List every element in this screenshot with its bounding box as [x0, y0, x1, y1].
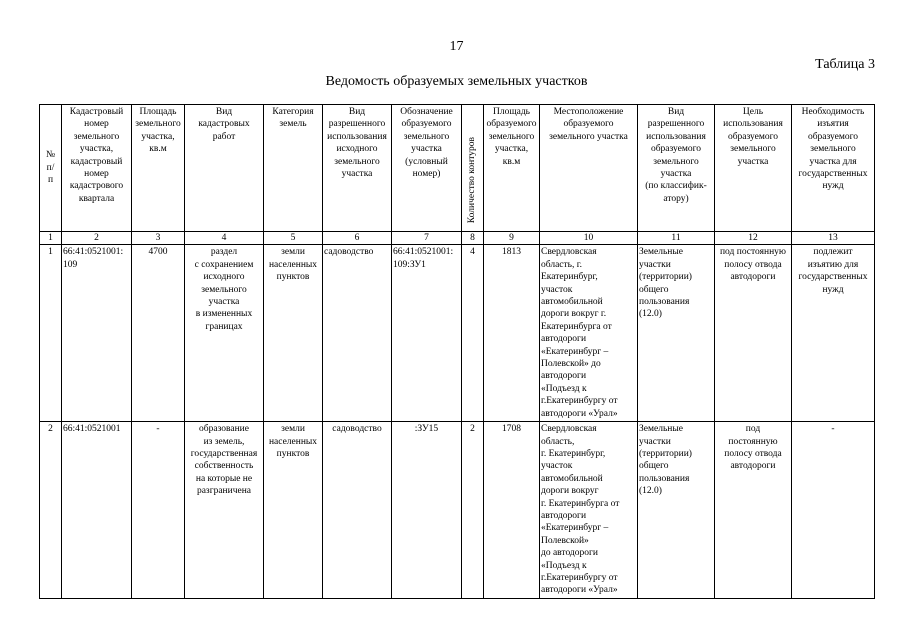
cell-location: Свердловская область, г. Екатеринбург, участок автомобильной дороги вокруг г. Екатеринбурга от автодороги «Екатеринбург – Полевской» до автодороги «Подъезд к г.Екатеринбургу от автодороги «Урал» — [540, 422, 638, 599]
cell-contour-count: 2 — [462, 422, 484, 599]
cell-new-plot-area: 1813 — [484, 245, 540, 422]
header-cell-number: № п/ п — [40, 105, 62, 232]
column-number-row — [40, 232, 875, 245]
header-cell-cadastral-number: Кадастровый номер земельного участка, кадастровый номер кадастрового квартала — [62, 105, 132, 232]
column-number: 1 — [40, 232, 62, 245]
cell-cadastral-number: 66:41:0521001 — [62, 422, 132, 599]
cell-usage-purpose: под постоянную полосу отвода автодороги — [715, 245, 792, 422]
header-cell-usage-purpose: Цель использования образуемого земельного участка — [715, 105, 792, 232]
column-number: 10 — [540, 232, 638, 245]
header-cell-land-category: Категория земель — [264, 105, 323, 232]
cell-designation: :ЗУ15 — [392, 422, 462, 599]
cell-work-type: образование из земель, государственная собственность на которые не разграничена — [185, 422, 264, 599]
cell-new-plot-area: 1708 — [484, 422, 540, 599]
column-number: 11 — [638, 232, 715, 245]
cell-land-category: земли населенных пунктов — [264, 245, 323, 422]
land-plots-table — [39, 104, 875, 599]
column-number: 7 — [392, 232, 462, 245]
column-number: 8 — [462, 232, 484, 245]
document-title: Ведомость образуемых земельных участков — [325, 74, 588, 89]
header-contour-count-label: Количество контуров — [467, 137, 478, 224]
cell-plot-area: 4700 — [132, 245, 185, 422]
column-number: 13 — [792, 232, 875, 245]
cell-cadastral-number: 66:41:0521001: 109 — [62, 245, 132, 422]
cell-work-type: раздел с сохранением исходного земельного участка в измененных границах — [185, 245, 264, 422]
column-number: 4 — [185, 232, 264, 245]
column-number: 3 — [132, 232, 185, 245]
cell-designation: 66:41:0521001: 109:ЗУ1 — [392, 245, 462, 422]
cell-new-permitted-use: Земельные участки (территории) общего пользования (12.0) — [638, 245, 715, 422]
cell-number: 1 — [40, 245, 62, 422]
header-cell-source-permitted-use: Вид разрешенного использования исходного земельного участка — [323, 105, 392, 232]
table-row — [40, 245, 875, 422]
header-cell-location: Местоположение образуемого земельного участка — [540, 105, 638, 232]
table-caption: Таблица 3 — [815, 57, 875, 72]
header-cell-plot-area: Площадь земельного участка, кв.м — [132, 105, 185, 232]
column-number: 9 — [484, 232, 540, 245]
header-row — [40, 105, 875, 232]
column-number: 2 — [62, 232, 132, 245]
column-number: 6 — [323, 232, 392, 245]
cell-usage-purpose: под постоянную полосу отвода автодороги — [715, 422, 792, 599]
column-number: 5 — [264, 232, 323, 245]
header-cell-designation: Обозначение образуемого земельного участка (условный номер) — [392, 105, 462, 232]
cell-contour-count: 4 — [462, 245, 484, 422]
header-cell-seizure-need: Необходимость изъятия образуемого земельного участка для государственных нужд — [792, 105, 875, 232]
page-number: 17 — [449, 39, 464, 54]
column-number: 12 — [715, 232, 792, 245]
header-cell-new-plot-area: Площадь образуемого земельного участка, кв.м — [484, 105, 540, 232]
cell-source-permitted-use: садоводство — [323, 422, 392, 599]
header-cell-work-type: Вид кадастровых работ — [185, 105, 264, 232]
cell-new-permitted-use: Земельные участки (территории) общего пользования (12.0) — [638, 422, 715, 599]
cell-location: Свердловская область, г. Екатеринбург, участок автомобильной дороги вокруг г. Екатеринбурга от автодороги «Екатеринбург – Полевской» до автодороги «Подъезд к г.Екатеринбургу от автодороги «Урал» — [540, 245, 638, 422]
cell-number: 2 — [40, 422, 62, 599]
cell-seizure-need: - — [792, 422, 875, 599]
header-cell-new-permitted-use: Вид разрешенного использования образуемого земельного участка (по классифик- атору) — [638, 105, 715, 232]
cell-plot-area: - — [132, 422, 185, 599]
cell-land-category: земли населенных пунктов — [264, 422, 323, 599]
cell-source-permitted-use: садоводство — [323, 245, 392, 422]
cell-seizure-need: подлежит изъятию для государственных нужд — [792, 245, 875, 422]
table-row — [40, 422, 875, 599]
header-cell-contour-count — [462, 105, 484, 232]
